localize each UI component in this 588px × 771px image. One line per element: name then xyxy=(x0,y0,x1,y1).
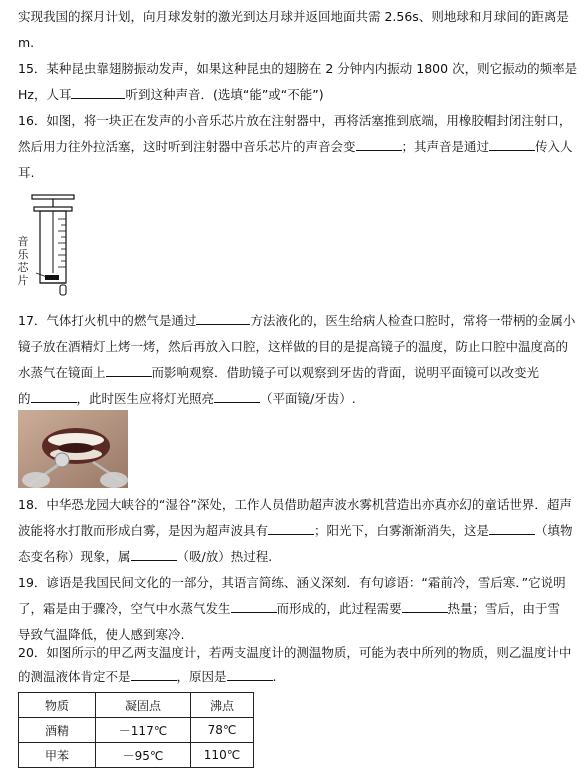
question-19-line-1: 19．谚语是我国民间文化的一部分，其语言简练、涵义深刻．有句谚语：“霜前冷，雪后寒．”它说明 xyxy=(18,575,566,590)
text-span: ；其声音是通过 xyxy=(401,139,490,154)
table-cell: 110℃ xyxy=(191,743,254,768)
label-char: 芯 xyxy=(17,261,29,274)
syringe-label xyxy=(16,235,30,287)
substance-table xyxy=(18,692,254,768)
question-16-line-2 xyxy=(18,138,573,156)
answer-blank[interactable] xyxy=(489,522,535,535)
question-16-line-3: 耳. xyxy=(18,165,35,180)
answer-blank[interactable] xyxy=(489,138,535,151)
label-char: 音 xyxy=(17,235,29,248)
text-span: 而影响观察．借助镜子可以观察到牙齿的背面，说明平面镜可以改变光 xyxy=(151,365,540,380)
table-cell: －95℃ xyxy=(96,743,191,768)
text-span: 热量；雪后，由于雪 xyxy=(447,601,561,616)
question-19-line-2 xyxy=(18,600,560,618)
table-header-cell: 凝固点 xyxy=(96,693,191,718)
text-span: 波能将水打散而形成白雾，是因为超声波具有 xyxy=(18,523,269,538)
table-cell: 甲苯 xyxy=(19,743,96,768)
text-span: 态变名称）现象，属 xyxy=(18,549,131,564)
table-cell: 酒精 xyxy=(19,718,96,743)
question-17-line-4 xyxy=(18,390,356,408)
answer-blank[interactable] xyxy=(214,390,260,403)
answer-blank[interactable] xyxy=(356,138,402,151)
text-span: ，此时医生应将灯光照亮 xyxy=(76,391,215,406)
answer-blank[interactable] xyxy=(131,668,177,681)
answer-blank[interactable] xyxy=(227,668,273,681)
table-cell: 78℃ xyxy=(191,718,254,743)
answer-blank[interactable] xyxy=(196,312,250,325)
table-header-cell: 物质 xyxy=(19,693,96,718)
text-span: （吸/放）热过程. xyxy=(176,549,273,564)
text-span: 的 xyxy=(18,391,31,406)
answer-blank[interactable] xyxy=(71,86,125,99)
table-cell: －117℃ xyxy=(96,718,191,743)
question-15-line-2 xyxy=(18,86,324,104)
answer-blank[interactable] xyxy=(31,390,77,403)
text-span: 水蒸气在镜面上 xyxy=(18,365,106,380)
question-18-line-2 xyxy=(18,522,573,540)
question-18-line-1: 18．中华恐龙园大峡谷的“湿谷”深处，工作人员借助超声波水雾机营造出亦真亦幻的童话世界．超声 xyxy=(18,497,572,512)
table-header-cell: 沸点 xyxy=(191,693,254,718)
dental-mirror-photo xyxy=(18,410,128,488)
photo-drawing xyxy=(18,410,128,488)
text-span: 17．气体打火机中的燃气是通过 xyxy=(18,313,197,328)
text-span: 听到这种声音．(选填“能”或“不能”) xyxy=(125,87,324,102)
answer-blank[interactable] xyxy=(231,600,277,613)
question-15-line-1: 15．某种昆虫靠翅膀振动发声，如果这种昆虫的翅膀在 2 分钟内内振动 1800 次，则它振动的频率是 xyxy=(18,61,578,76)
text-span: 的测温液体肯定不是 xyxy=(18,669,131,684)
question-17-line-2: 镜子放在酒精灯上烤一烤，然后再放入口腔，这样做的目的是提高镜子的温度，防止口腔中温度高的 xyxy=(18,339,569,354)
text-span: 然后用力往外拉活塞，这时听到注射器中音乐芯片的声音会变 xyxy=(18,139,356,154)
text-span: 方法液化的，医生给病人检查口腔时，常将一带柄的金属小 xyxy=(250,313,576,328)
text-line: 实现我国的探月计划，向月球发射的激光到达月球并返回地面共需 2.56s、则地球和月球间的距离是 xyxy=(18,9,569,24)
answer-blank[interactable] xyxy=(106,364,152,377)
text-span: 了，霜是由于骤冷，空气中水蒸气发生 xyxy=(18,601,231,616)
text-span: ，原因是 xyxy=(176,669,227,684)
syringe-figure xyxy=(14,193,84,299)
question-17-line-1 xyxy=(18,312,575,330)
answer-blank[interactable] xyxy=(131,548,177,561)
text-span: ；阳光下，白雾渐渐消失，这是 xyxy=(314,523,490,538)
text-span: （填物 xyxy=(535,523,573,538)
question-17-line-3 xyxy=(18,364,539,382)
answer-blank[interactable] xyxy=(268,522,314,535)
question-18-line-3 xyxy=(18,548,272,566)
label-char: 乐 xyxy=(17,248,29,261)
text-span: 传入人 xyxy=(535,139,573,154)
table-header-row xyxy=(19,693,254,718)
text-span: 而形成的，此过程需要 xyxy=(276,601,402,616)
question-16-line-1: 16．如图，将一块正在发声的小音乐芯片放在注射器中，再将活塞推到底端，用橡胶帽封闭注射口， xyxy=(18,113,572,128)
question-19-line-3: 导致气温降低，使人感到寒冷. xyxy=(18,627,185,642)
question-20-line-2 xyxy=(18,668,277,686)
table-row xyxy=(19,743,254,768)
text-line: m. xyxy=(18,35,35,50)
question-20-line-1: 20．如图所示的甲乙两支温度计，若两支温度计的测温物质，可能为表中所列的物质，则乙温度计中 xyxy=(18,645,572,660)
label-char: 片 xyxy=(17,274,29,287)
answer-blank[interactable] xyxy=(402,600,448,613)
text-span: . xyxy=(272,669,277,684)
table-row xyxy=(19,718,254,743)
text-span: Hz，人耳 xyxy=(18,87,72,102)
text-span: （平面镜/牙齿）. xyxy=(260,391,356,406)
